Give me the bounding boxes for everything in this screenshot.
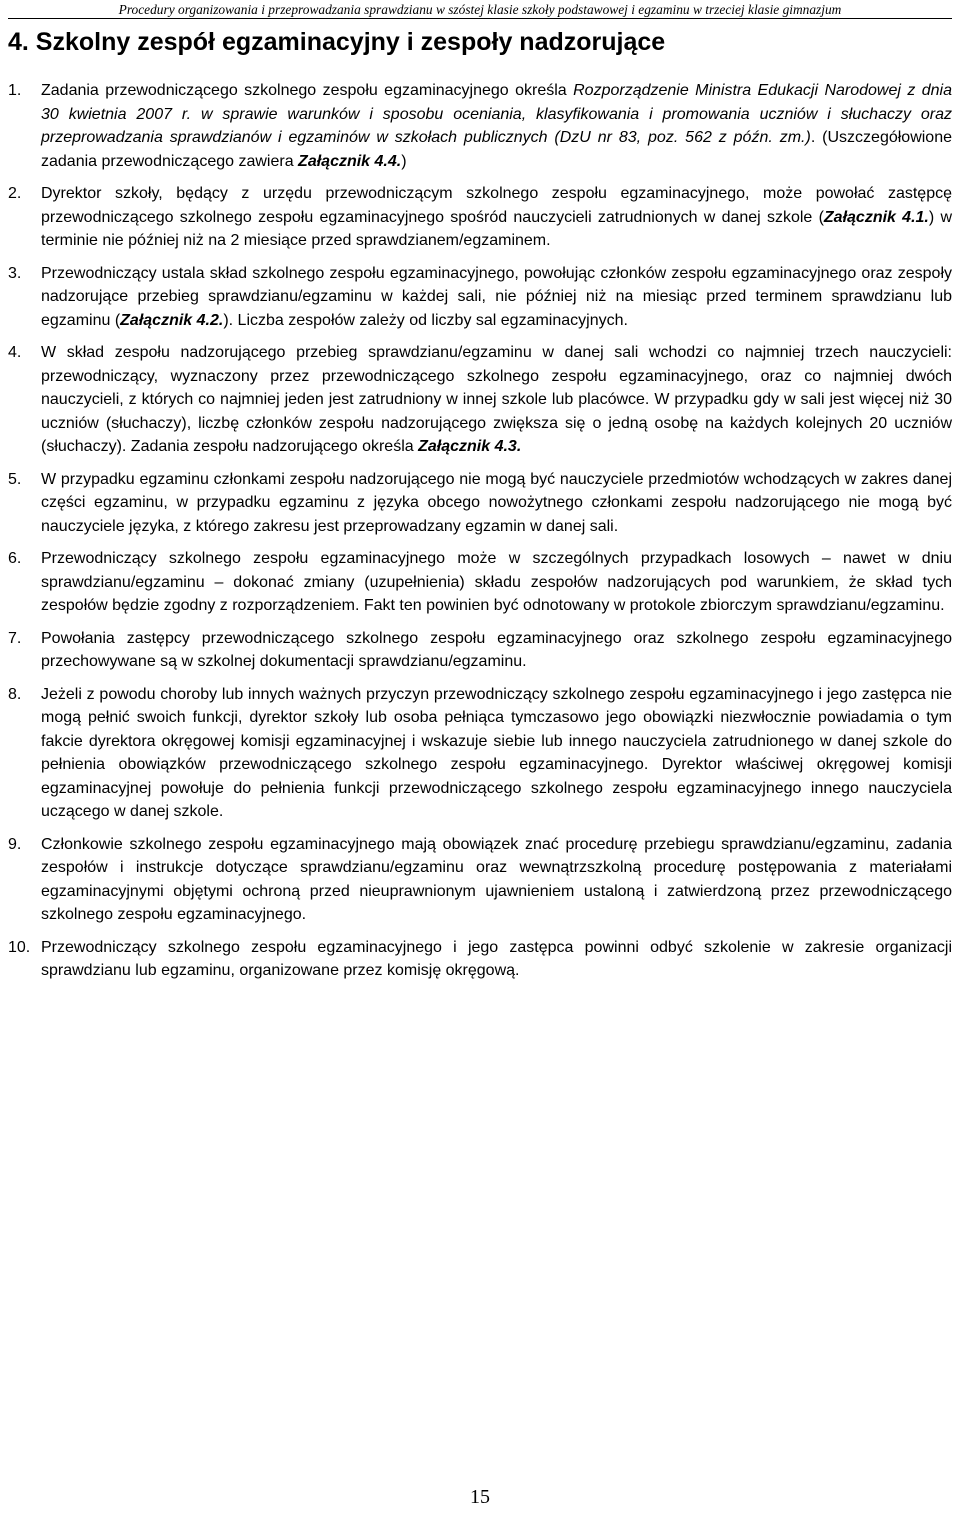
item-text-part: W skład zespołu nadzorującego przebieg sprawdzianu/egzaminu w danej sali wchodzi co najmniej trzech nauczycieli: przewodniczący, wyznaczony przez przewodniczącego szkolnego zespołu egzaminacyjnego, oraz co najmniej dwóch nauczycieli, z których co najmniej jeden jest zatrudniony w innej szkole lub placówce. W przypadku gdy w sali jest więcej niż 30 uczniów (słuchaczy), liczbę członków zespołu nadzorującego zwiększa się o jedną osobę na każdych kolejnych 20 uczniów (słuchaczy). Zadania zespołu nadzorującego określa (41, 344, 952, 455)
list-item (8, 262, 952, 333)
item-text-part: ) (401, 152, 407, 170)
item-number: 3. (8, 264, 22, 282)
section-title: 4. Szkolny zespół egzaminacyjny i zespoły nadzorujące (8, 28, 666, 56)
item-text-part: Przewodniczący ustala skład szkolnego zespołu egzaminacyjnego, powołując członków zespołu egzaminacyjnego oraz zespoły nadzorujące przebieg sprawdzianu/egzaminu w każdej sali, nie później niż na miesiąc przed terminem sprawdzianu lub egzaminu ( (41, 264, 952, 329)
numbered-list (8, 79, 952, 992)
page-number: 15 (470, 1486, 490, 1508)
list-item (8, 182, 952, 253)
item-number: 4. (8, 344, 22, 361)
list-item (8, 79, 952, 173)
header-rule (8, 18, 952, 19)
item-text (41, 262, 952, 333)
annex-reference: Załącznik 4.1. (823, 208, 929, 226)
list-item (8, 936, 952, 983)
item-text (41, 341, 952, 459)
list-item (8, 547, 952, 618)
annex-reference: Załącznik 4.2. (120, 311, 224, 329)
annex-reference: Załącznik 4.4. (298, 152, 402, 170)
item-number: 2. (8, 185, 22, 202)
item-text: Przewodniczący szkolnego zespołu egzaminacyjnego i jego zastępca powinni odbyć szkolenie w zakresie organizacji sprawdzianu lub egzaminu, organizowane przez komisję okręgową. (41, 938, 952, 979)
list-item (8, 683, 952, 824)
item-text: W przypadku egzaminu członkami zespołu nadzorującego nie mogą być nauczyciele przedmiotów wchodzących w zakres danej części egzaminu, w przypadku egzaminu z języka obcego nowożytnego członkami zespołu nadzorującego nie mogą być nauczyciele języka, z którego zakresu jest przeprowadzany egzamin w danej sali. (41, 470, 952, 535)
item-text: Członkowie szkolnego zespołu egzaminacyjnego mają obowiązek znać procedurę przebiegu sprawdzianu/egzaminu, zadania zespołów i instrukcje dotyczące sprawdzianu/egzaminu oraz wewnątrzszkolną procedurę postępowania z materiałami egzaminacyjnymi objętymi ochroną przed nieuprawnionym ujawnieniem ustaloną i zatwierdzoną przez przewodniczącego szkolnego zespołu egzaminacyjnego. (41, 835, 952, 923)
item-text: Przewodniczący szkolnego zespołu egzaminacyjnego może w szczególnych przypadkach losowych – nawet w dniu sprawdzianu/egzaminu – dokonać zmiany (uzupełnienia) składu zespołów nadzorujących pod warunkiem, że skład tych zespołów będzie zgodny z rozporządzeniem. Fakt ten powinien być odnotowany w protokole zbiorczym sprawdzianu/egzaminu. (41, 550, 952, 614)
item-number: 6. (8, 550, 22, 567)
list-item (8, 468, 952, 539)
item-number: 8. (8, 685, 22, 703)
running-header: Procedury organizowania i przeprowadzania sprawdzianu w szóstej klasie szkoły podstawowej i egzaminu w trzeciej klasie gimnazjum (118, 2, 842, 17)
item-text (41, 182, 952, 253)
item-number: 1. (8, 82, 22, 99)
item-text-part: ) w terminie nie później niż na 2 miesiące przed sprawdzianem/egzaminem. (41, 208, 953, 249)
item-number: 9. (8, 835, 22, 853)
list-item (8, 627, 952, 674)
item-text-part: ). Liczba zespołów zależy od liczby sal egzaminacyjnych. (223, 311, 628, 329)
list-item (8, 341, 952, 459)
regulation-citation: Rozporządzenie Ministra Edukacji Narodowej z dnia 30 kwietnia 2007 r. w sprawie warunków i sposobu oceniania, klasyfikowania i promowania uczniów i słuchaczy oraz przeprowadzania sprawdzianów i egzaminów w szkołach publicznych (DzU nr 83, poz. 562 z późn. zm.) (41, 82, 953, 146)
item-text-part: Zadania przewodniczącego szkolnego zespołu egzaminacyjnego określa (41, 82, 574, 99)
item-text: Jeżeli z powodu choroby lub innych ważnych przyczyn przewodniczący szkolnego zespołu egzaminacyjnego i jego zastępca nie mogą pełnić swoich funkcji, dyrektor szkoły lub osoba pełniąca tymczasowo jego obowiązki niezwłocznie powiadamia o tym fakcie dyrektora okręgowej komisji egzaminacyjnej i wskazuje siebie lub innego nauczyciela zatrudnionego w danej szkole do pełnienia obowiązków przewodniczącego szkolnego zespołu egzaminacyjnego. Dyrektor właściwej okręgowej komisji egzaminacyjnej powołuje do pełnienia funkcji przewodniczącego szkolnego zespołu egzaminacyjnego innego nauczyciela uczącego w danej szkole. (41, 685, 952, 820)
list-item (8, 833, 952, 927)
item-number: 7. (8, 629, 22, 647)
item-text-part: Dyrektor szkoły, będący z urzędu przewodniczącym szkolnego zespołu egzaminacyjnego, może powołać zastępcę przewodniczącego szkolnego zespołu egzaminacyjnego spośród nauczycieli zatrudnionych w danej szkole ( (41, 185, 952, 226)
item-number: 5. (8, 470, 22, 488)
annex-reference: Załącznik 4.3. (418, 438, 522, 455)
item-text-part: . (Uszczegółowione zadania przewodniczącego zawiera (41, 129, 952, 170)
item-text: Powołania zastępcy przewodniczącego szkolnego zespołu egzaminacyjnego oraz szkolnego zespołu egzaminacyjnego przechowywane są w szkolnej dokumentacji sprawdzianu/egzaminu. (41, 629, 952, 670)
item-text (41, 79, 952, 173)
item-number: 10. (8, 938, 31, 956)
